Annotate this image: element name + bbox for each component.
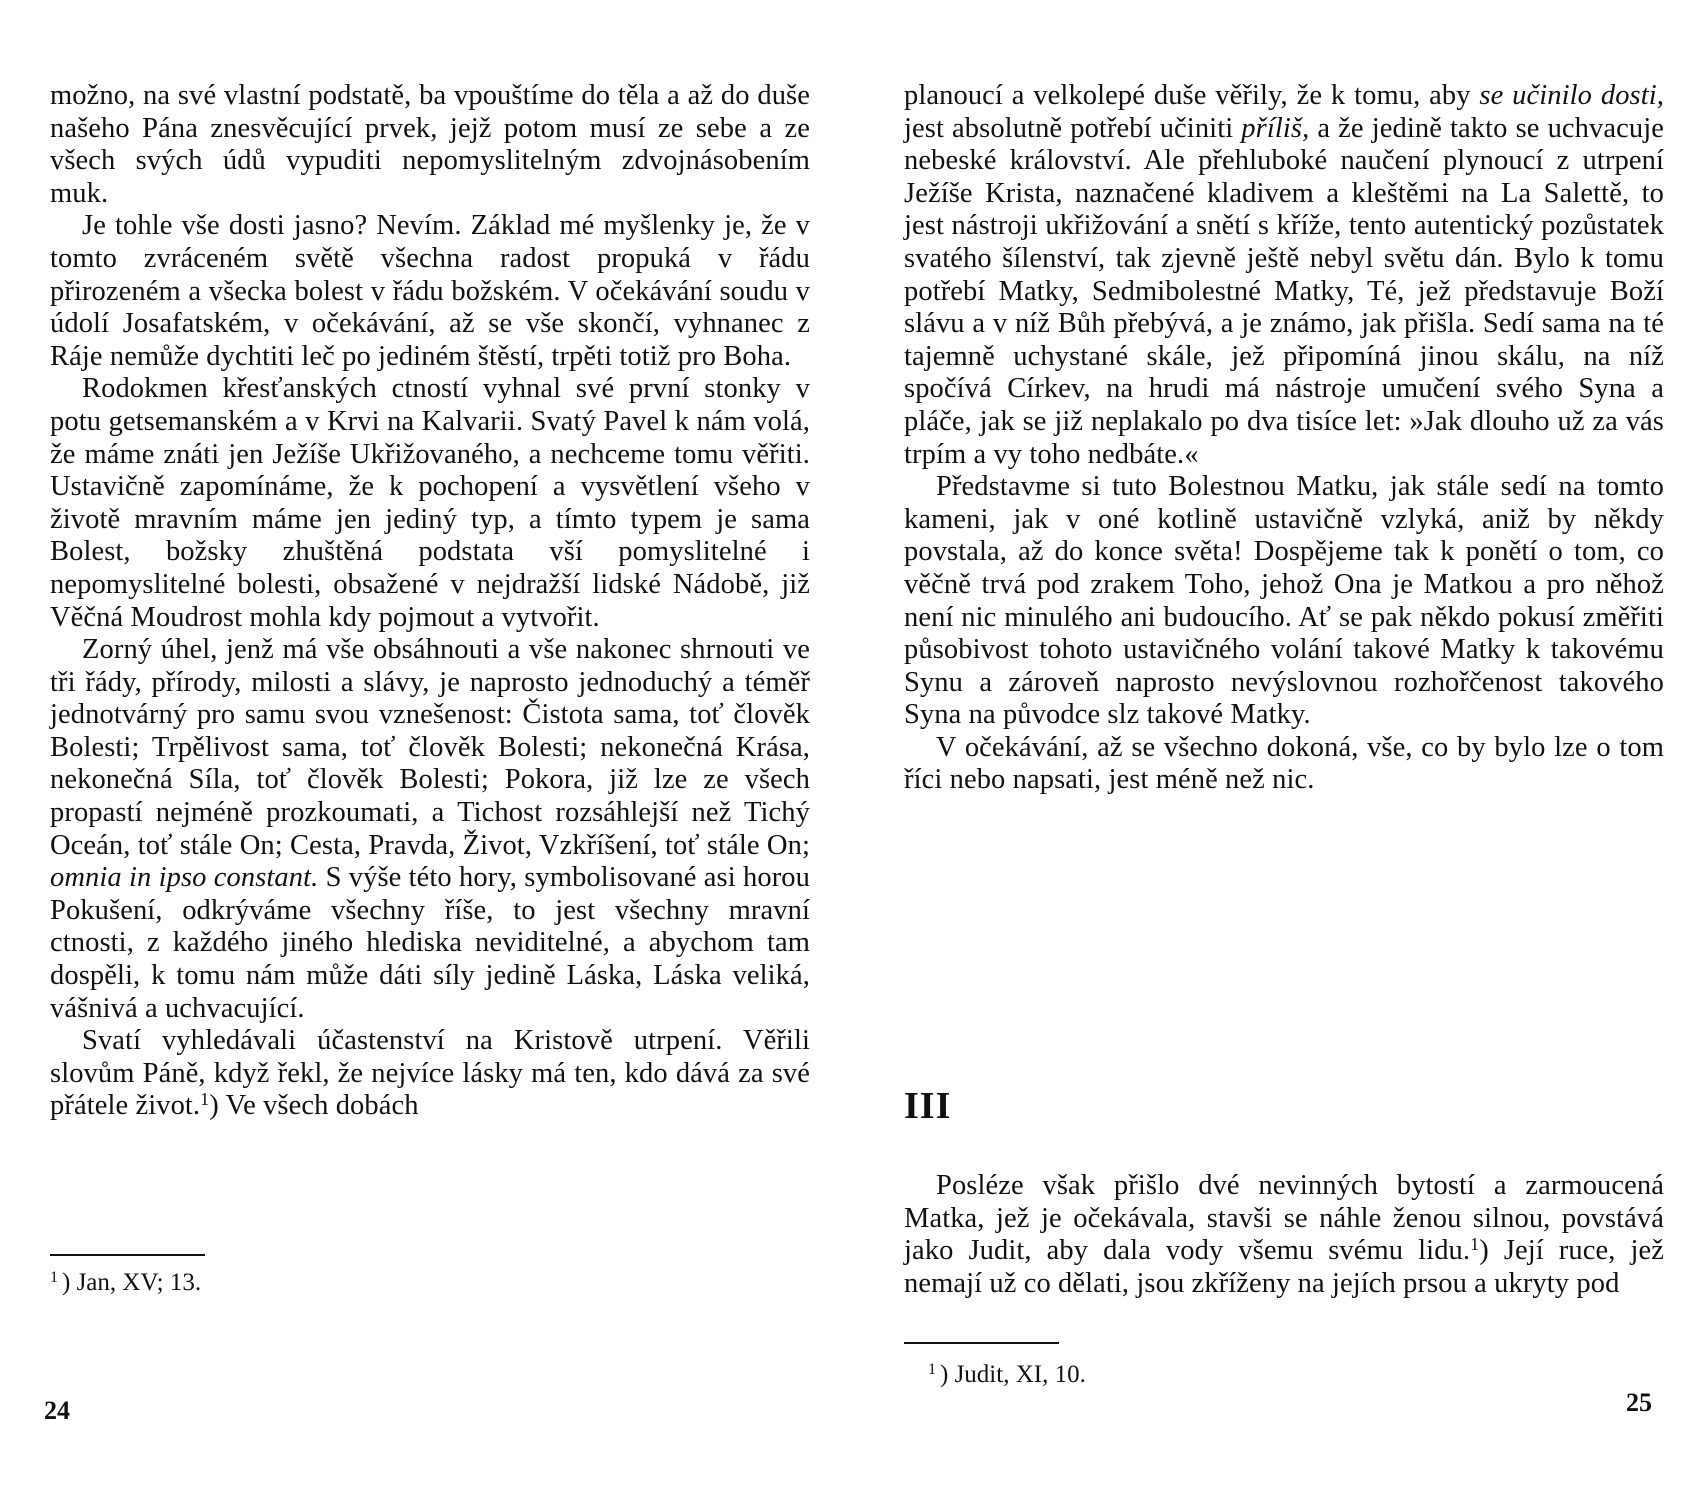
paragraph (50, 634, 810, 1025)
footnote-mark: 1 (928, 1361, 936, 1378)
footnote-reference: 1 (1470, 1234, 1480, 1255)
paragraph: Představme si tuto Bolestnou Matku, jak stále sedí na tomto kameni, jak v oné kotlině ustavičně vzlyká, aniž by někdy povstala, až do konce světa! Dospějeme tak k ponětí o tom, co věčně trvá pod zrakem Toho, jehož Ona je Matkou a pro něhož není nic minulého ani budoucího. Ať se pak někdo pokusí změřiti působivost tohoto ustavičného volání takové Matky k takovému Synu a zároveň naprosto nevýslovnou rozhořčenost takového Syna na původce slz takové Matky. (904, 471, 1664, 731)
paragraph: možno, na své vlastní podstatě, ba vpouštíme do těla a až do duše našeho Pána znesvěcující prvek, jejž potom musí ze sebe a ze všech svých údů vypuditi nepomyslitelným zdvojnásobením muk. (50, 80, 810, 209)
footnote (50, 1268, 201, 1298)
paragraph (904, 1170, 1664, 1300)
right-page (852, 0, 1704, 1500)
paragraph-text: ) Ve všech dobách (209, 1090, 419, 1122)
page-number: 25 (1626, 1388, 1652, 1417)
paragraph: Je tohle vše dosti jasno? Nevím. Základ mé myšlenky je, že v tomto zvráceném světě všechna radost propuká v řádu přirozeném a všecka bolest v řádu božském. V očekávání soudu v údolí Josafatském, v očekávání, až se vše skončí, vyhnanec z Ráje nemůže dychtiti leč po jediném štěstí, trpěti totiž pro Boha. (50, 210, 810, 372)
latin-quotation: omnia in ipso constant. (50, 862, 319, 894)
italic-phrase: příliš, (1241, 112, 1310, 144)
paragraph: V očekávání, až se všechno dokoná, vše, co by bylo lze o tom říci nebo napsati, jest méně než nic. (904, 731, 1664, 796)
footnote-rule (50, 1254, 205, 1256)
paragraph-text: Svatí vyhledávali účastenství na Kristově utrpení. Věřili slovům Páně, když řekl, že nejvíce lásky má ten, kdo dává za své přátele život. (50, 1025, 810, 1122)
paragraph-text: S výše této hory, symbolisované asi horou Pokušení, odkrýváme všechny říše, to jest všechny mravní ctnosti, z každého jiného hlediska neviditelné, a abychom tam dospěli, k tomu nám může dáti síly jedině Láska, Láska veliká, vášnivá a uchvacující. (50, 862, 810, 1024)
paragraph-text: Posléze však přišlo dvé nevinných bytostí a zarmoucená Matka, jež je očekávala, stavši se náhle ženou silnou, povstává jako Judit, aby dala vody všemu svému lidu. (904, 1170, 1664, 1267)
section-heading: III (904, 1085, 952, 1127)
paragraph-text: planoucí a velkolepé duše věřily, že k tomu, aby (904, 80, 1480, 111)
paragraph (50, 1025, 810, 1123)
paragraph-text: jest absolutně potřebí učiniti (904, 112, 1242, 144)
footnote-rule (904, 1342, 1059, 1344)
paragraph (904, 80, 1664, 471)
page-number: 24 (44, 1396, 70, 1425)
section-text-column (904, 1170, 1664, 1300)
italic-phrase: se učinilo dosti, (1479, 80, 1665, 111)
footnote (928, 1360, 1086, 1390)
left-page-text-column (50, 80, 810, 1123)
footnote-text: ) Judit, XI, 10. (940, 1361, 1086, 1388)
paragraph-text: ) Její ruce, jež nemají už co dělati, jsou zkříženy na jejích prsou a ukryty pod (904, 1235, 1664, 1299)
paragraph-text: Zorný úhel, jenž má vše obsáhnouti a vše nakonec shrnouti ve tři řády, přírody, milosti a slávy, je naprosto jednoduchý a téměř jednotvárný pro samu svou vznešenost: Čistota sama, toť člověk Bolesti; Trpělivost sama, toť člověk Bolesti; nekonečná Krása, nekonečná Síla, toť člověk Bolesti; Pokora, již lze ze všech propastí nejméně prozkoumati, a Tichost rozsáhlejší než Tichý Oceán, toť stále On; Cesta, Pravda, Život, Vzkříšení, toť stále On; (50, 634, 810, 861)
paragraph-text: a že jedině takto se uchvacuje nebeské království. Ale přehluboké naučení plynoucí z utrpení Ježíše Krista, naznačené kladivem a kleštěmi na La Salettě, to jest nástroji ukřižování a snětí s kříže, tento autentický pozůstatek svatého šílenství, tak zjevně ještě nebyl světu dán. Bylo k tomu potřebí Matky, Sedmibolestné Matky, Té, jež představuje Boží slávu a v níž Bůh přebývá, a je známo, jak přišla. Sedí sama na té tajemně uchystané skále, jež připomíná jinou skálu, na níž spočívá Církev, na hrudi má nástroje umučení svého Syna a pláče, jak se již neplakalo po dva tisíce let: »Jak dlouho už za vás trpím a vy toho nedbáte.« (904, 112, 1664, 470)
footnote-text: ) Jan, XV; 13. (62, 1269, 202, 1296)
paragraph: Rodokmen křesťanských ctností vyhnal své první stonky v potu getsemanském a v Krvi na Kalvarii. Svatý Pavel k nám volá, že máme znáti jen Ježíše Ukřižovaného, a nechceme tomu věřiti. Ustavičně zapomínáme, že k pochopení a vysvětlení všeho v životě mravním máme jen jediný typ, a tímto typem je sama Bolest, božsky zhuštěná podstata vší pomyslitelné i nepomyslitelné bolesti, obsažené v nejdražší lidské Nádobě, již Věčná Moudrost mohla kdy pojmout a vytvořit. (50, 373, 810, 633)
footnote-mark: 1 (50, 1269, 58, 1286)
right-page-text-column (904, 80, 1664, 797)
footnote-reference: 1 (200, 1089, 210, 1110)
